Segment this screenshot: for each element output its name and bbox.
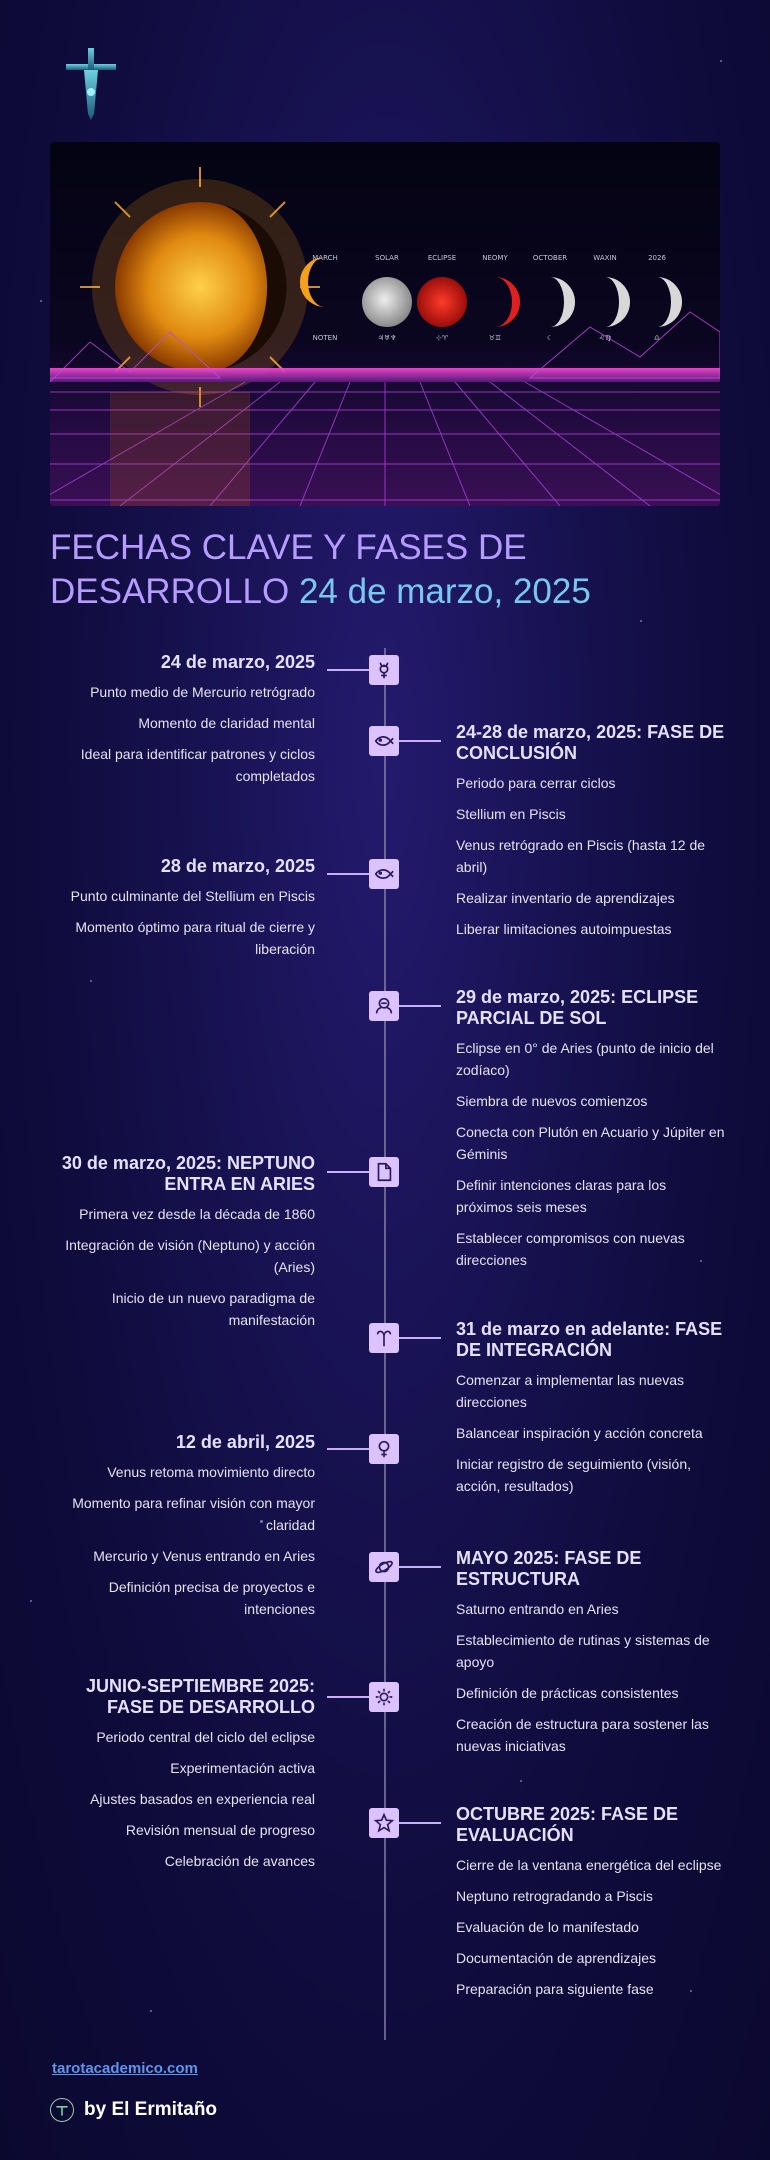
moon-label: NEOMY — [482, 254, 508, 262]
entry-item: Balancear inspiración y acción concreta — [456, 1425, 703, 1441]
entry-item: Establecimiento de rutinas y sistemas de apoyo — [456, 1632, 710, 1670]
entry-item: Celebración de avances — [164, 1853, 315, 1869]
timeline-entry-right — [456, 1804, 726, 2009]
entry-item: Momento para refinar visión con mayor claridad — [72, 1495, 315, 1533]
entry-item: Revisión mensual de progreso — [125, 1822, 315, 1838]
entry-item: Definición de prácticas consistentes — [456, 1685, 679, 1701]
entry-item: Definir intenciones claras para los próximos seis meses — [456, 1177, 667, 1215]
timeline-entry-left — [40, 1153, 315, 1340]
document-icon — [369, 1157, 399, 1187]
star-icon — [369, 1808, 399, 1838]
moon-sublabel: NOTEN — [312, 334, 338, 342]
entry-item: Saturno entrando en Aries — [456, 1601, 619, 1617]
gear-sun-icon — [369, 1682, 399, 1712]
entry-item: Momento óptimo para ritual de cierre y liberación — [75, 919, 315, 957]
timeline-entry-left — [40, 856, 315, 969]
title-date: 24 de marzo, 2025 — [298, 572, 591, 611]
entry-item: Venus retoma movimiento directo — [107, 1464, 315, 1480]
entry-item: Experimentación activa — [170, 1760, 315, 1776]
entry-item: Mercurio y Venus entrando en Aries — [93, 1548, 315, 1564]
entry-item: Comenzar a implementar las nuevas direcciones — [456, 1372, 684, 1410]
entry-item: Punto medio de Mercurio retrógrado — [90, 684, 315, 700]
timeline-entry-right — [456, 722, 726, 949]
timeline-entry-right — [456, 1319, 726, 1506]
timeline-entry-right — [456, 987, 726, 1280]
entry-heading: 24 de marzo, 2025 — [160, 652, 315, 672]
entry-item: Establecer compromisos con nuevas direcciones — [456, 1230, 685, 1268]
entry-item: Ideal para identificar patrones y ciclos completados — [80, 746, 315, 784]
entry-item: Realizar inventario de aprendizajes — [456, 890, 675, 906]
page-title: FECHAS CLAVE Y FASES DE DESARROLLO 24 de marzo, 2025 — [50, 528, 591, 611]
entry-item: Periodo para cerrar ciclos — [456, 775, 616, 791]
entry-heading: JUNIO-SEPTIEMBRE 2025: FASE DE DESARROLLO — [85, 1676, 315, 1717]
moon-label: SOLAR — [375, 254, 399, 262]
entry-heading: 28 de marzo, 2025 — [160, 856, 315, 876]
author-credit — [50, 2098, 217, 2122]
entry-item: Definición precisa de proyectos e intenciones — [108, 1579, 315, 1617]
timeline-connector — [399, 1337, 441, 1339]
timeline-connector — [327, 1696, 369, 1698]
venus-icon — [369, 1434, 399, 1464]
entry-item: Venus retrógrado en Piscis (hasta 12 de abril) — [456, 837, 706, 875]
mercury-icon — [369, 655, 399, 685]
entry-heading: MAYO 2025: FASE DE ESTRUCTURA — [456, 1548, 642, 1589]
moon-sublabel: ♎ — [653, 334, 661, 342]
timeline-connector — [327, 669, 369, 671]
entry-item: Momento de claridad mental — [138, 715, 315, 731]
timeline-connector — [399, 1566, 441, 1568]
timeline-entry-left — [40, 652, 315, 796]
entry-item: Eclipse en 0° de Aries (punto de inicio del zodíaco) — [456, 1040, 714, 1078]
entry-item: Stellium en Piscis — [456, 806, 566, 822]
timeline-entry-right — [456, 1548, 726, 1766]
entry-item: Inicio de un nuevo paradigma de manifestación — [111, 1290, 315, 1328]
entry-item: Neptuno retrogradando a Piscis — [456, 1888, 653, 1904]
entry-item: Cierre de la ventana energética del eclipse — [456, 1857, 722, 1873]
pisces-fish-icon — [369, 726, 399, 756]
timeline-connector — [399, 740, 441, 742]
entry-item: Punto culminante del Stellium en Piscis — [70, 888, 315, 904]
entry-item: Iniciar registro de seguimiento (visión, acción, resultados) — [456, 1456, 691, 1494]
saturn-icon — [369, 1552, 399, 1582]
entry-heading: 31 de marzo en adelante: FASE DE INTEGRACIÓN — [456, 1319, 723, 1360]
timeline-entry-left — [40, 1432, 315, 1629]
entry-heading: 12 de abril, 2025 — [175, 1432, 315, 1452]
entry-heading: 30 de marzo, 2025: NEPTUNO ENTRA EN ARIES — [61, 1153, 315, 1194]
hero-eclipse-image — [50, 142, 720, 506]
moon-label: OCTOBER — [532, 254, 568, 262]
moon-sublabel: ⊹♈ — [435, 334, 449, 342]
moon-label: 2026 — [648, 254, 666, 262]
entry-item: Periodo central del ciclo del eclipse — [96, 1729, 315, 1745]
entry-item: Primera vez desde la década de 1860 — [79, 1206, 315, 1222]
timeline-entry-left — [40, 1676, 315, 1881]
timeline-connector — [327, 873, 369, 875]
entry-item: Preparación para siguiente fase — [456, 1981, 654, 1997]
entry-item: Conecta con Plutón en Acuario y Júpiter en Géminis — [456, 1124, 725, 1162]
timeline-connector — [327, 1448, 369, 1450]
author-name: by El Ermitaño — [84, 2099, 218, 2120]
entry-item: Integración de visión (Neptuno) y acción (Aries) — [65, 1237, 315, 1275]
entry-item: Siembra de nuevos comienzos — [456, 1093, 648, 1109]
moon-sublabel: ♉♊ — [488, 334, 502, 342]
website-link[interactable]: tarotacademico.com — [52, 2060, 198, 2077]
entry-heading: 24-28 de marzo, 2025: FASE DE CONCLUSIÓN — [456, 722, 725, 763]
moon-sublabel: ♃♅♆ — [377, 334, 397, 342]
entry-item: Ajustes basados en experiencia real — [90, 1791, 315, 1807]
moon-sublabel: ☾ — [546, 334, 554, 342]
entry-item: Documentación de aprendizajes — [456, 1950, 657, 1966]
moon-label: WAXIN — [593, 254, 617, 262]
moon-sublabel: ♌♍ — [598, 334, 612, 342]
moon-label: MARCH — [312, 254, 338, 262]
hermit-logo-icon — [50, 2098, 74, 2122]
entry-item: Creación de estructura para sostener las nuevas iniciativas — [456, 1716, 709, 1754]
timeline-connector — [399, 1822, 441, 1824]
entry-item: Evaluación de lo manifestado — [456, 1919, 639, 1935]
pisces-fish-icon — [369, 859, 399, 889]
entry-heading: 29 de marzo, 2025: ECLIPSE PARCIAL DE SOL — [456, 987, 699, 1028]
entry-heading: OCTUBRE 2025: FASE DE EVALUACIÓN — [456, 1804, 679, 1845]
timeline-connector — [327, 1171, 369, 1173]
eclipse-hands-icon — [369, 991, 399, 1021]
tarot-logo — [64, 44, 118, 122]
aries-icon — [369, 1323, 399, 1353]
moon-label: ECLIPSE — [427, 254, 457, 262]
entry-item: Liberar limitaciones autoimpuestas — [456, 921, 672, 937]
timeline-connector — [399, 1005, 441, 1007]
